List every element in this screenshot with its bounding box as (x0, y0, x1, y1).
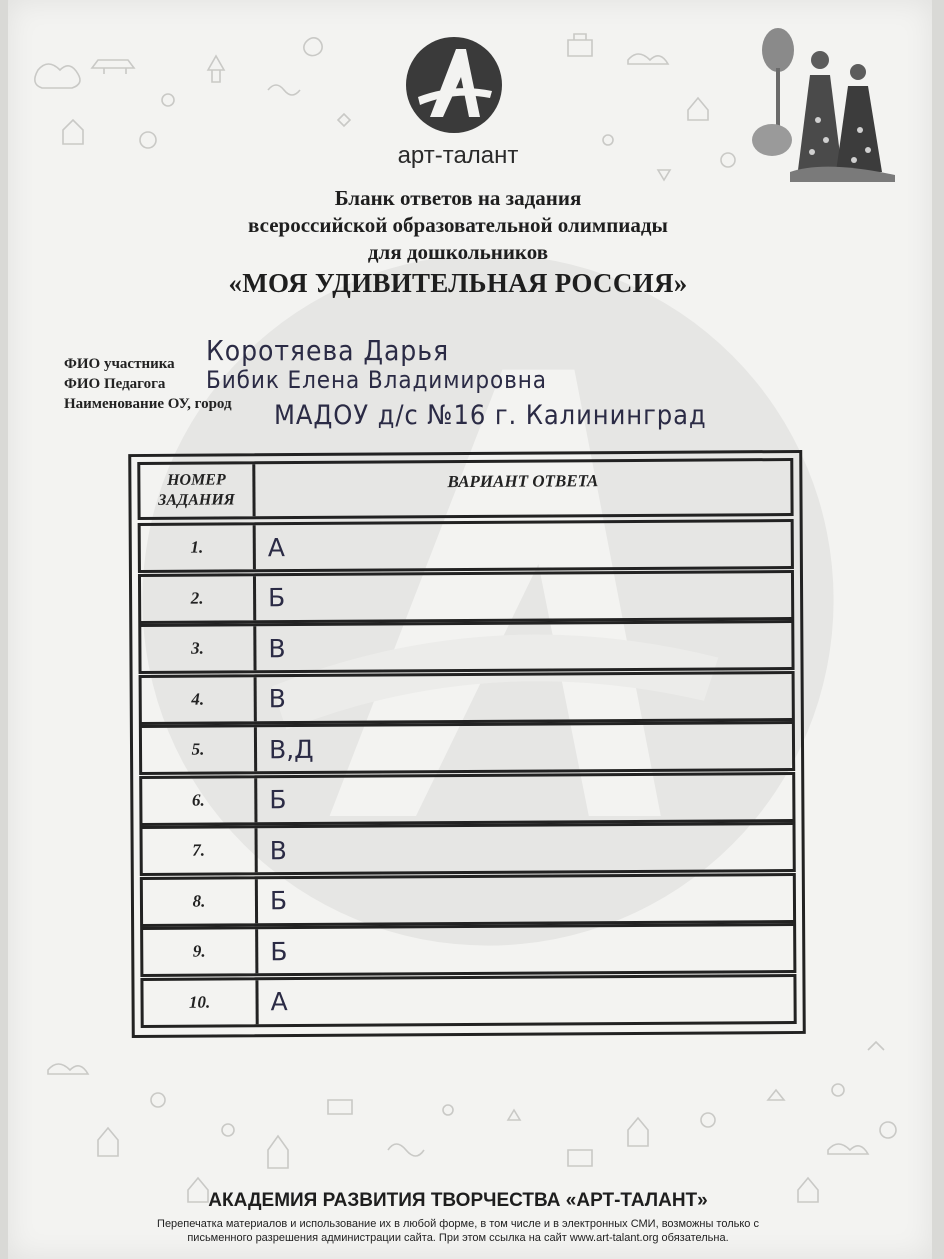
table-row (140, 872, 796, 926)
heading-line-3: для дошкольников (367, 240, 549, 264)
answer-field[interactable]: Б (268, 583, 286, 613)
task-number: 1. (141, 525, 256, 570)
task-number: 2. (141, 576, 256, 621)
heading-line-2: всероссийской образовательной олимпиады (248, 213, 668, 237)
table-row (138, 519, 794, 573)
form-heading (108, 185, 808, 297)
task-number: 10. (143, 980, 258, 1025)
table-row (140, 923, 796, 977)
art-talant-logo-icon (404, 35, 504, 135)
olympiad-title: «МОЯ УДИВИТЕЛЬНАЯ РОССИЯ» (228, 268, 688, 298)
teacher-label: ФИО Педагога (64, 376, 166, 392)
table-row (139, 771, 795, 825)
table-row (139, 721, 795, 775)
heading-line-1: Бланк ответов на задания (334, 186, 582, 210)
column-header-answer: ВАРИАНТ ОТВЕТА (447, 471, 599, 492)
task-number: 4. (142, 677, 257, 722)
participant-name-field[interactable]: Коротяева Дарья (206, 334, 450, 367)
table-row (138, 569, 794, 623)
organization-label: Наименование ОУ, город (64, 396, 232, 412)
answer-sheet (8, 0, 932, 1259)
task-number: 7. (143, 828, 258, 873)
column-header-number: НОМЕР ЗАДАНИЯ (140, 464, 255, 517)
table-row (139, 670, 795, 724)
task-number: 8. (143, 879, 258, 924)
brand-name: арт-талант (397, 142, 519, 169)
table-row (139, 822, 795, 876)
answer-field[interactable]: Б (270, 936, 288, 966)
table-header-row (137, 458, 793, 520)
task-number: 6. (142, 778, 257, 823)
answer-field[interactable]: А (270, 987, 288, 1017)
answer-field[interactable]: В,Д (268, 734, 314, 764)
answer-field[interactable]: В (268, 633, 286, 663)
answer-field[interactable]: В (268, 684, 286, 714)
copyright-note: Перепечатка материалов и использование их в любой форме, в том числе и в электронных СМИ, возможны только с письменного разрешения администрации сайта. При этом ссылка на сайт www.art-talant.org обязательна. (157, 1218, 759, 1244)
answer-field[interactable]: А (267, 532, 285, 562)
task-number: 5. (142, 727, 257, 772)
table-row (140, 973, 796, 1027)
answer-field[interactable]: Б (269, 886, 288, 916)
teacher-name-field[interactable]: Бибик Елена Владимировна (206, 366, 547, 394)
task-number: 9. (143, 929, 258, 974)
participant-label: ФИО участника (64, 356, 175, 372)
task-number: 3. (141, 626, 256, 671)
footer-title: АКАДЕМИЯ РАЗВИТИЯ ТВОРЧЕСТВА «АРТ-ТАЛАНТ» (208, 1190, 708, 1211)
fairytale-characters-illustration (750, 20, 900, 185)
answers-table (128, 450, 806, 1038)
answer-field[interactable]: Б (269, 785, 287, 815)
table-row (138, 620, 794, 674)
organization-field[interactable]: МАДОУ д/с №16 г. Калининград (274, 400, 707, 431)
answer-field[interactable]: В (269, 835, 287, 865)
